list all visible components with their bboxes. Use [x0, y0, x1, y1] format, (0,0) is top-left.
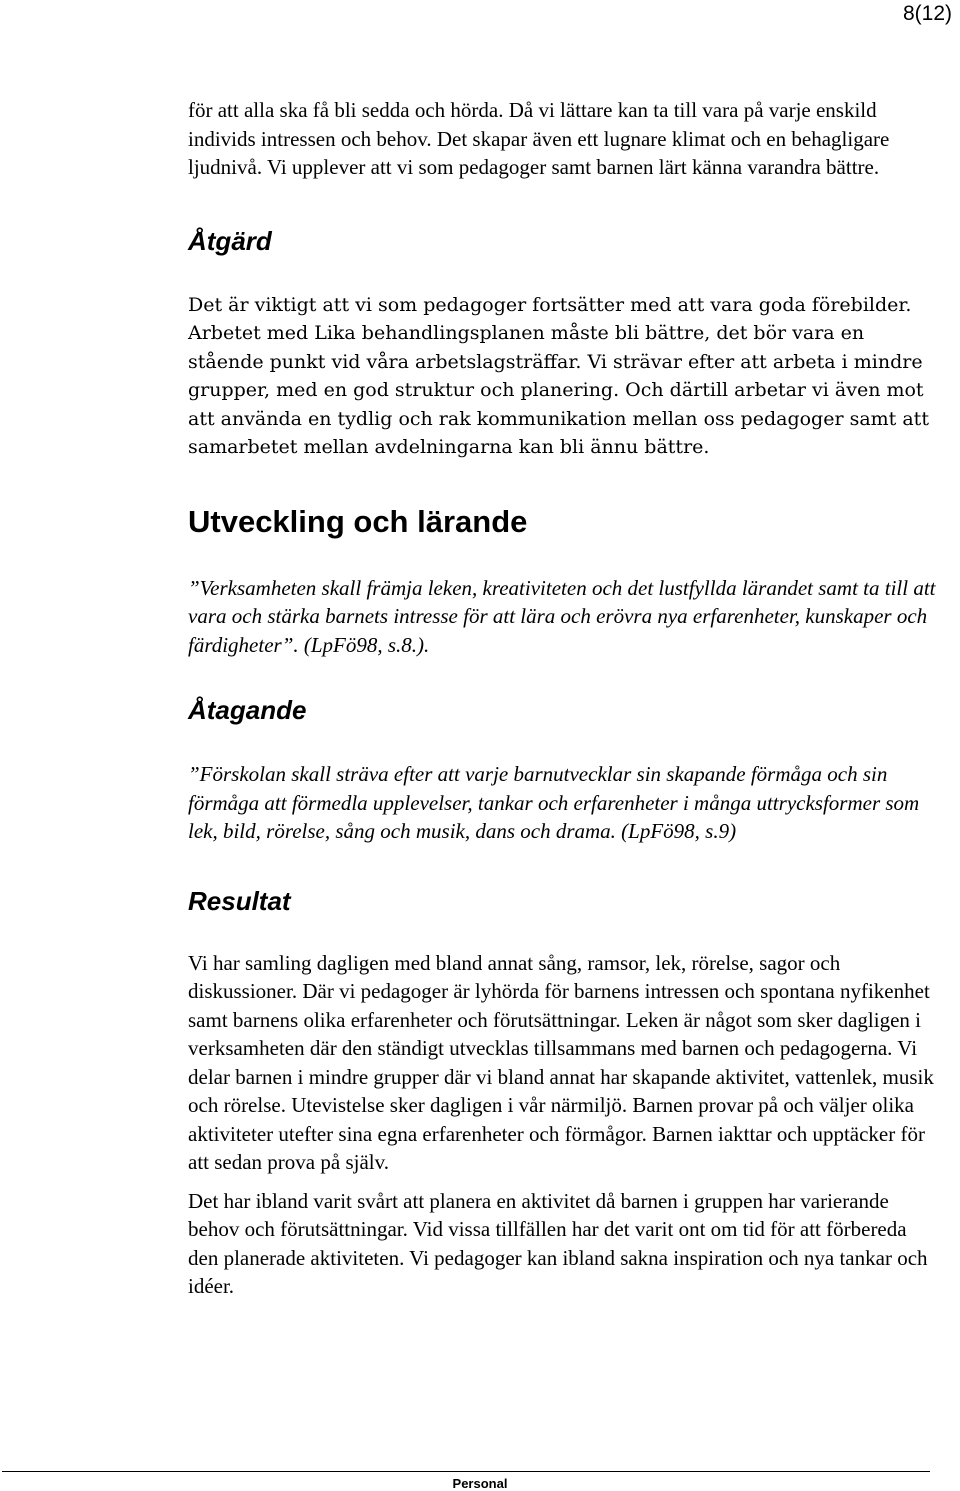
section-heading-resultat: Resultat	[188, 885, 291, 916]
atagande-quote: ”Förskolan skall sträva efter att varje barnutvecklar sin skapande förmåga och sin förmåga att förmedla upplevelser, tankar och erfarenheter i många uttrycksformer som lek, bild, rörelse, sång och musik, dans och drama. (LpFö98, s.9)	[188, 762, 920, 843]
section-heading-utveckling: Utveckling och lärande	[188, 503, 528, 539]
atgard-paragraph: Det är viktigt att vi som pedagoger fortsätter med att vara goda förebilder. Arbetet med Lika behandlingsplanen måste bli bättre, det bör vara en stående punkt vid våra arbetslagsträffar. Vi strävar efter att arbeta i mindre grupper, med en god struktur och planering. Och därtill arbetar vi även mot att använda en tydlig och rak kommunikation mellan oss pedagoger samt att samarbetet mellan avdelningarna kan bli ännu bättre.	[188, 293, 929, 458]
footer-label: Personal	[452, 1476, 508, 1491]
footer-divider	[2, 1471, 930, 1472]
document-body	[188, 96, 938, 1301]
utveckling-quote: ”Verksamheten skall främja leken, kreativiteten och det lustfyllda lärandet samt ta till att vara och stärka barnets intresse för att lära och erövra nya erfarenheter, kunskaper och färdigheter”. (LpFö98, s.8.).	[188, 575, 936, 657]
page-number: 8(12)	[902, 2, 952, 25]
intro-paragraph: för att alla ska få bli sedda och hörda. Då vi lättare kan ta till vara på varje enskild individs intressen och behov. Det skapar även ett lugnare klimat och en behagligare ljudnivå. Vi upplever att vi som pedagoger samt barnen lärt känna varandra bättre.	[188, 98, 890, 179]
resultat-paragraph-1: Vi har samling dagligen med bland annat sång, ramsor, lek, rörelse, sagor och diskussioner. Där vi pedagoger är lyhörda för barnens intressen och spontana nyfikenhet samt barnens olika erfarenheter och förutsättningar. Leken är något som sker dagligen i verksamheten där den ständigt utvecklas tillsammans med barnen och pedagogerna. Vi delar barnen i mindre grupper där vi bland annat har skapande aktivitet, vattenlek, musik och rörelse. Utevistelse sker dagligen i vår närmiljö. Barnen provar på och väljer olika aktiviteter utefter sina egna erfarenheter och förmågor. Barnen iakttar och upptäcker för att sedan prova på själv.	[188, 950, 934, 1174]
section-heading-atagande: Åtagande	[188, 695, 307, 725]
section-heading-atgard: Åtgärd	[188, 225, 272, 256]
resultat-paragraph-2: Det har ibland varit svårt att planera en aktivitet då barnen i gruppen har varierande behov och förutsättningar. Vid vissa tillfällen har det varit ont om tid för att förbereda den planerade aktiviteten. Vi pedagoger kan ibland sakna inspiration och nya tankar och idéer.	[188, 1188, 928, 1298]
